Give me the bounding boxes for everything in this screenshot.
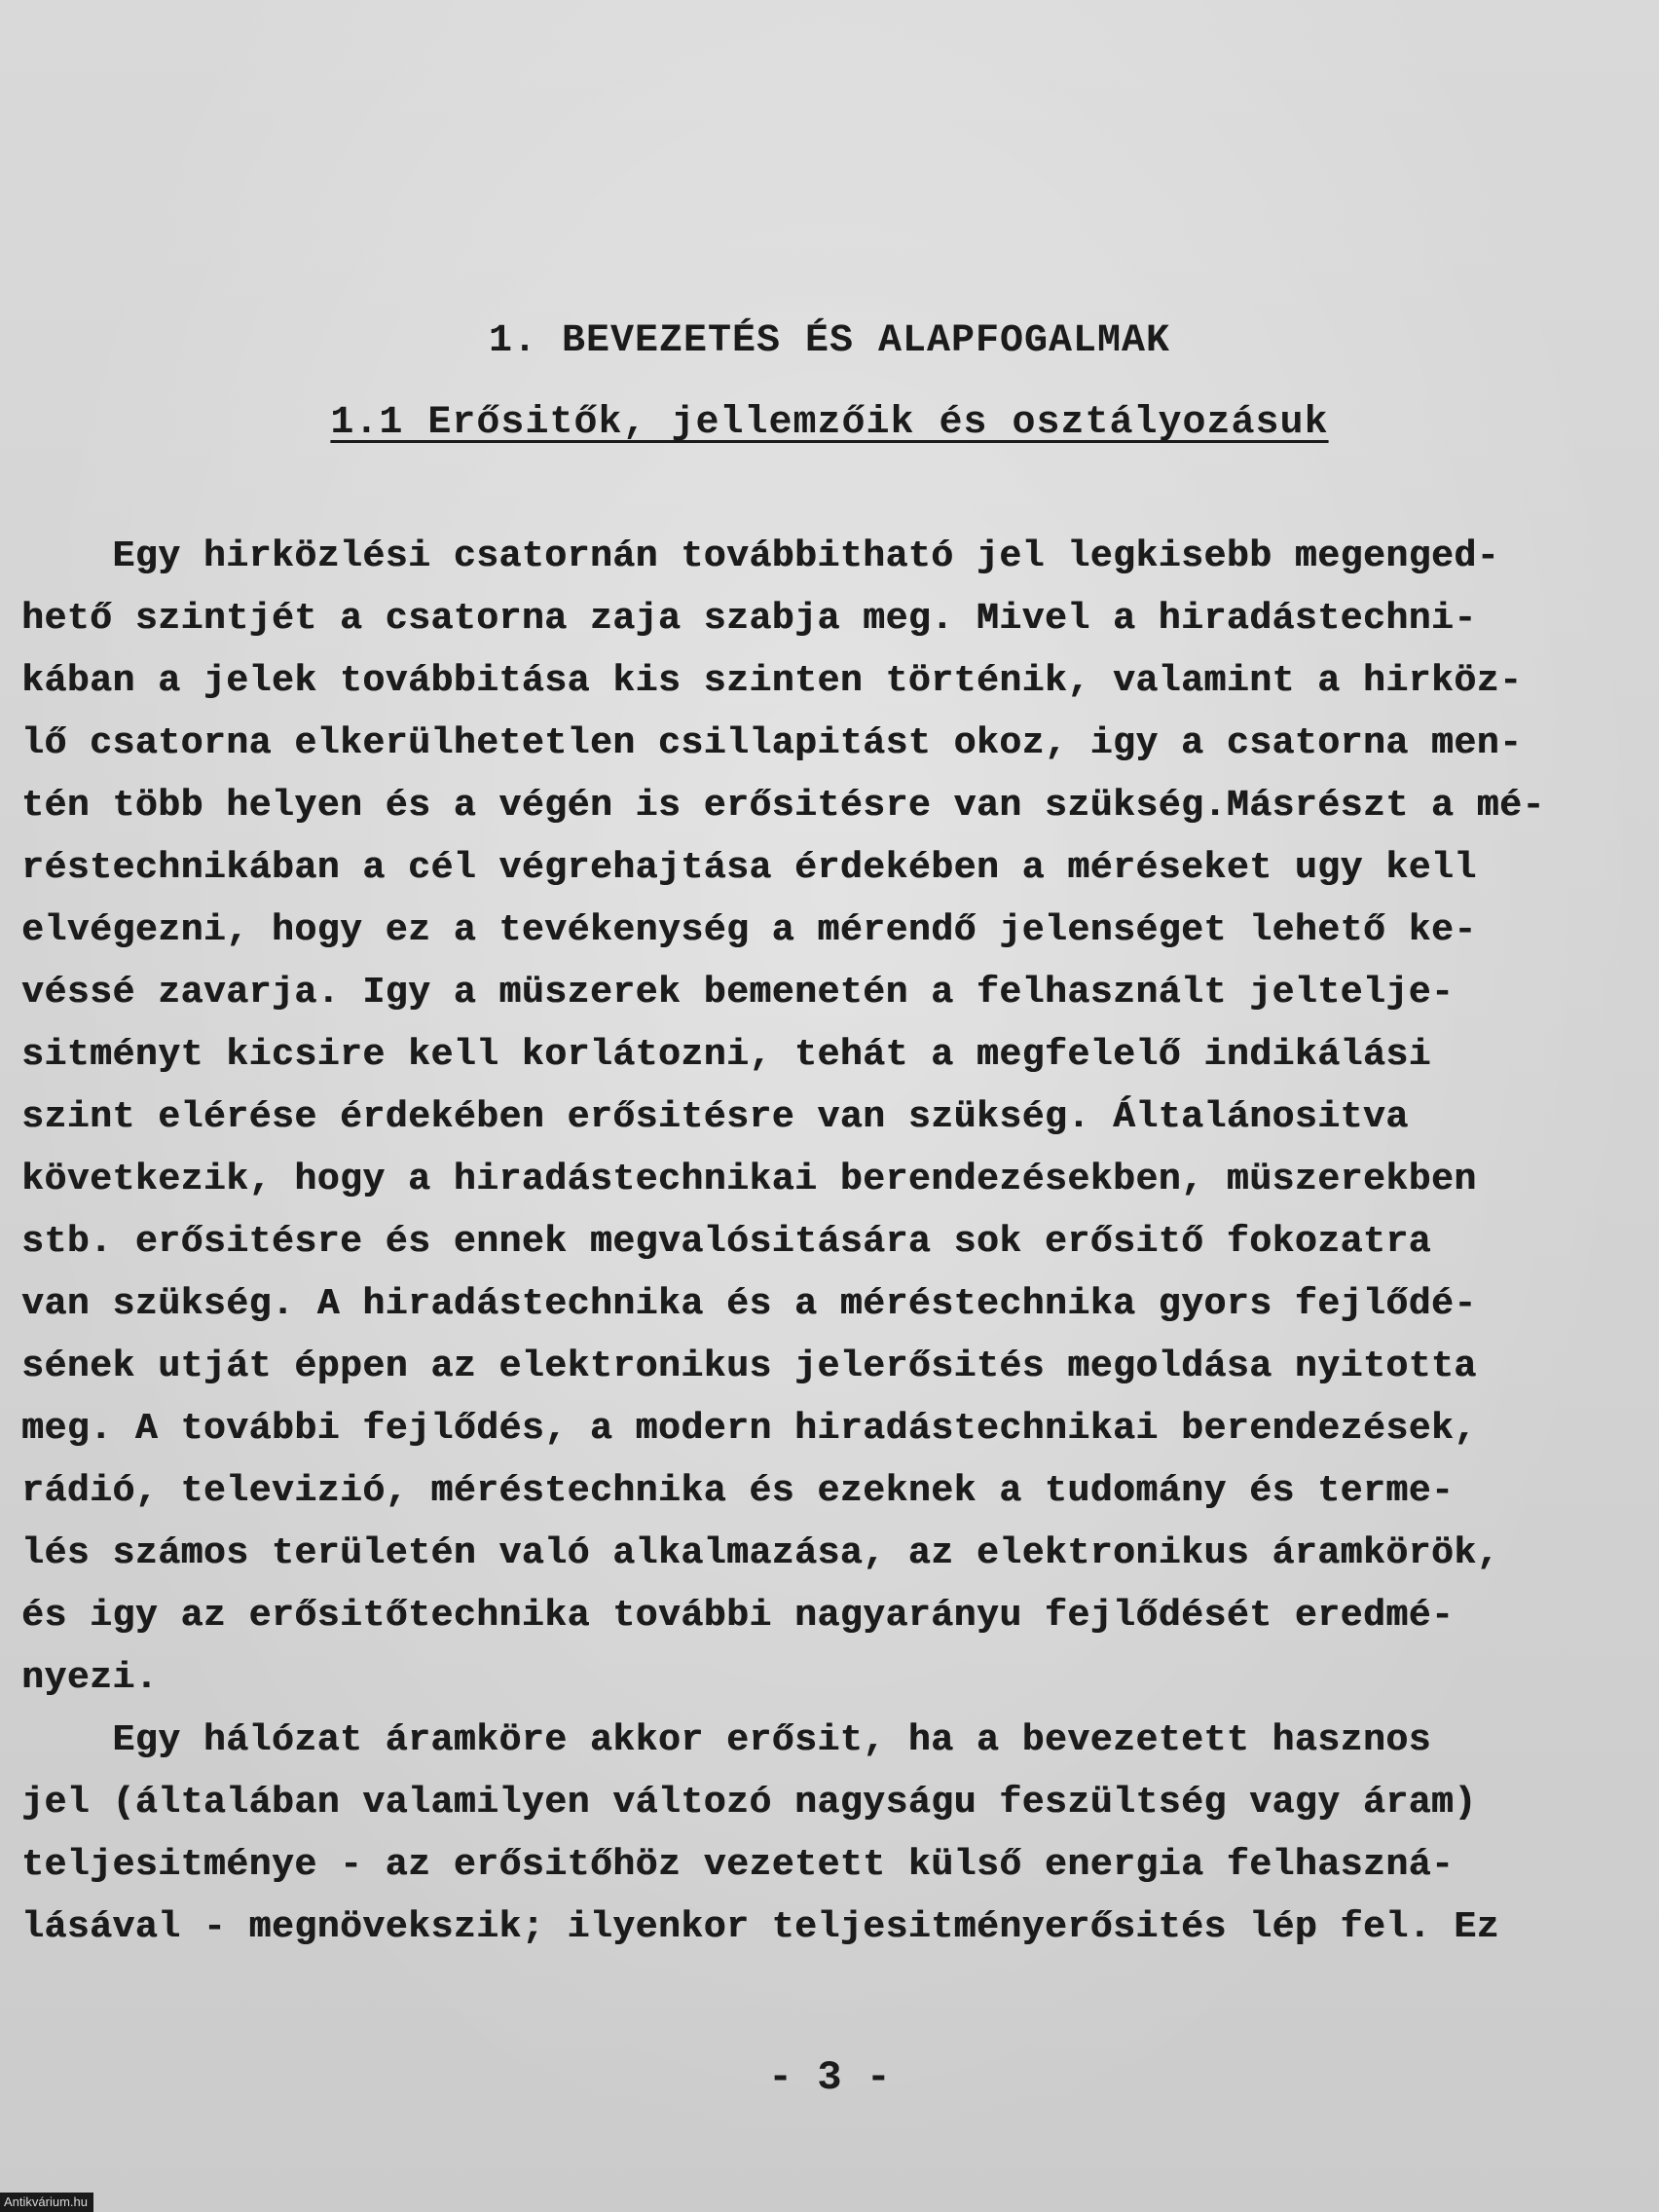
text-line: jel (általában valamilyen változó nagyságu feszültség vagy áram) — [21, 1782, 1477, 1824]
text-line: meg. A további fejlődés, a modern hiradástechnikai berendezések, — [21, 1408, 1477, 1450]
chapter-title-text: 1. BEVEZETÉS ÉS ALAPFOGALMAK — [488, 319, 1171, 363]
text-line: rádió, televizió, méréstechnika és ezeknek a tudomány és terme- — [21, 1470, 1455, 1512]
section-title — [0, 401, 1659, 445]
text-line: hető szintjét a csatorna zaja szabja meg. Mivel a hiradástechni- — [21, 598, 1477, 640]
text-line: stb. erősitésre és ennek megvalósitására sok erősitő fokozatra — [21, 1221, 1431, 1263]
text-line: lés számos területén való alkalmazása, az elektronikus áramkörök, — [21, 1532, 1499, 1574]
text-line: Egy hirközlési csatornán továbbitható jel legkisebb megenged- — [21, 535, 1499, 577]
text-line: és igy az erősitőtechnika további nagyarányu fejlődését eredmé- — [21, 1595, 1455, 1637]
text-line: lásával - megnövekszik; ilyenkor teljesitményerősités lép fel. Ez — [21, 1906, 1499, 1948]
section-title-text: 1.1 Erősitők, jellemzőik és osztályozásuk — [330, 401, 1329, 445]
page-number: - 3 - — [767, 2054, 892, 2101]
chapter-title — [0, 319, 1659, 363]
text-line: nyezi. — [21, 1657, 159, 1699]
text-line: tén több helyen és a végén is erősitésre van szükség.Másrészt a mé- — [21, 785, 1545, 827]
text-line: réstechnikában a cél végrehajtása érdekében a méréseket ugy kell — [21, 847, 1477, 889]
text-line: szint elérése érdekében erősitésre van szükség. Általánositva — [21, 1096, 1409, 1138]
text-line: Egy hálózat áramköre akkor erősit, ha a bevezetett hasznos — [21, 1719, 1431, 1761]
watermark: Antikvárium.hu — [0, 2193, 93, 2212]
text-line: sének utját éppen az elektronikus jelerősités megoldása nyitotta — [21, 1346, 1477, 1387]
text-line: kában a jelek továbbitása kis szinten történik, valamint a hirköz- — [21, 660, 1523, 702]
text-line: lő csatorna elkerülhetetlen csillapitást okoz, igy a csatorna men- — [21, 722, 1523, 764]
text-line: sitményt kicsire kell korlátozni, tehát a megfelelő indikálási — [21, 1034, 1431, 1076]
text-line: teljesitménye - az erősitőhöz vezetett külső energia felhaszná- — [21, 1844, 1455, 1886]
text-line: elvégezni, hogy ez a tevékenység a mérendő jelenséget lehető ke- — [21, 909, 1477, 951]
body-text — [21, 526, 1638, 1959]
text-line: következik, hogy a hiradástechnikai berendezésekben, müszerekben — [21, 1159, 1477, 1200]
text-line: véssé zavarja. Igy a müszerek bemenetén a felhasznált jeltelje- — [21, 972, 1455, 1014]
text-line: van szükség. A hiradástechnika és a méréstechnika gyors fejlődé- — [21, 1283, 1477, 1325]
